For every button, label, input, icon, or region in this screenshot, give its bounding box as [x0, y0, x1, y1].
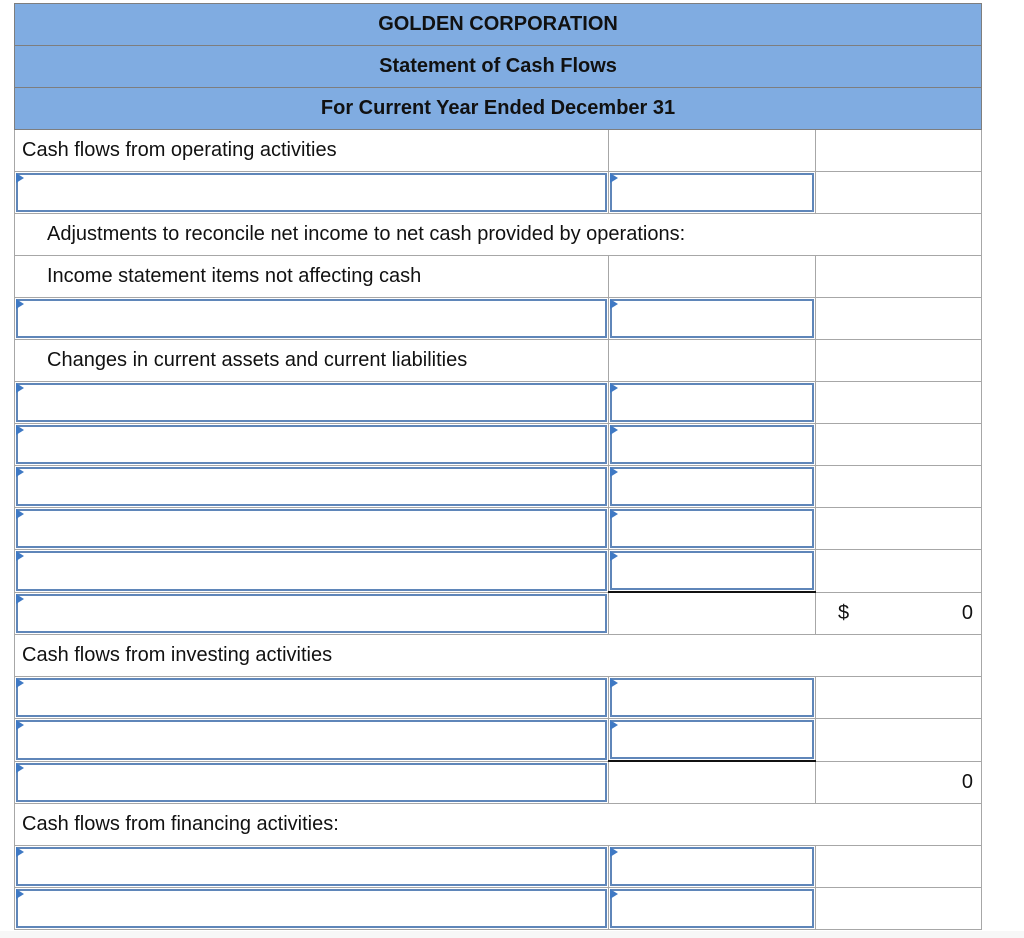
amount-cell: [609, 719, 816, 762]
line-item-amount-input[interactable]: [610, 720, 814, 759]
statement-period: For Current Year Ended December 31: [15, 88, 982, 130]
line-item-description-input[interactable]: [16, 299, 607, 338]
line-item-description-cell: [15, 677, 609, 719]
total-cell: [816, 888, 982, 930]
total-cell: [816, 719, 982, 762]
amount-cell: [609, 172, 816, 214]
line-item-amount-input[interactable]: [610, 509, 814, 548]
line-item-description-input[interactable]: [16, 425, 607, 464]
total-cell: [816, 508, 982, 550]
amount-cell: [609, 592, 816, 635]
line-item-description-input[interactable]: [16, 551, 607, 591]
net-investing-description-input[interactable]: [16, 763, 607, 803]
investing-total-cell: [816, 761, 982, 804]
line-item-description-cell: [15, 508, 609, 550]
amount-cell: [609, 424, 816, 466]
total-cell: [816, 256, 982, 298]
line-item-description-cell: [15, 382, 609, 424]
line-item-description-cell: [15, 888, 609, 930]
investing-activities-label: Cash flows from investing activities: [15, 635, 982, 677]
line-item-description-input[interactable]: [16, 720, 607, 760]
net-operating-description-input[interactable]: [16, 594, 607, 634]
amount-cell: [609, 298, 816, 340]
line-item-description-cell: [15, 172, 609, 214]
investing-total-value: 0: [961, 770, 974, 793]
amount-cell: [609, 340, 816, 382]
amount-cell: [609, 508, 816, 550]
total-cell: [816, 466, 982, 508]
line-item-description-input[interactable]: [16, 383, 607, 422]
line-item-amount-input[interactable]: [610, 678, 814, 717]
amount-cell: [609, 846, 816, 888]
line-item-amount-input[interactable]: [610, 551, 814, 590]
total-cell: [816, 172, 982, 214]
footer-strip: [0, 931, 1024, 938]
total-cell: [816, 846, 982, 888]
net-operating-description-cell: [15, 592, 609, 635]
total-cell: [816, 677, 982, 719]
company-name: GOLDEN CORPORATION: [15, 4, 982, 46]
amount-cell: [609, 130, 816, 172]
line-item-description-input[interactable]: [16, 678, 607, 717]
line-item-description-cell: [15, 550, 609, 593]
line-item-description-cell: [15, 719, 609, 762]
total-cell: [816, 382, 982, 424]
line-item-description-input[interactable]: [16, 467, 607, 506]
amount-cell: [609, 761, 816, 804]
amount-cell: [609, 888, 816, 930]
total-cell: [816, 424, 982, 466]
adjustments-label: Adjustments to reconcile net income to net cash provided by operations:: [15, 214, 982, 256]
operating-total-value: 0: [961, 601, 974, 624]
cash-flow-worksheet: [14, 3, 982, 930]
total-cell: [816, 298, 982, 340]
amount-cell: [609, 466, 816, 508]
amount-cell: [609, 256, 816, 298]
line-item-description-input[interactable]: [16, 509, 607, 548]
total-cell: [816, 130, 982, 172]
line-item-amount-input[interactable]: [610, 383, 814, 422]
line-item-amount-input[interactable]: [610, 173, 814, 212]
operating-activities-label: Cash flows from operating activities: [15, 130, 609, 172]
amount-cell: [609, 382, 816, 424]
line-item-description-input[interactable]: [16, 847, 607, 886]
line-item-description-cell: [15, 466, 609, 508]
line-item-description-input[interactable]: [16, 173, 607, 212]
current-changes-label: Changes in current assets and current liabilities: [15, 340, 609, 382]
line-item-amount-input[interactable]: [610, 425, 814, 464]
noncash-items-label: Income statement items not affecting cash: [15, 256, 609, 298]
operating-total-cell: [816, 592, 982, 635]
line-item-description-cell: [15, 298, 609, 340]
currency-symbol: $: [838, 601, 850, 624]
amount-cell: [609, 550, 816, 593]
line-item-description-input[interactable]: [16, 889, 607, 928]
line-item-amount-input[interactable]: [610, 847, 814, 886]
line-item-amount-input[interactable]: [610, 467, 814, 506]
amount-cell: [609, 677, 816, 719]
total-cell: [816, 340, 982, 382]
net-investing-description-cell: [15, 761, 609, 804]
financing-activities-label: Cash flows from financing activities:: [15, 804, 982, 846]
total-cell: [816, 550, 982, 593]
line-item-description-cell: [15, 424, 609, 466]
line-item-amount-input[interactable]: [610, 889, 814, 928]
line-item-amount-input[interactable]: [610, 299, 814, 338]
line-item-description-cell: [15, 846, 609, 888]
statement-title: Statement of Cash Flows: [15, 46, 982, 88]
